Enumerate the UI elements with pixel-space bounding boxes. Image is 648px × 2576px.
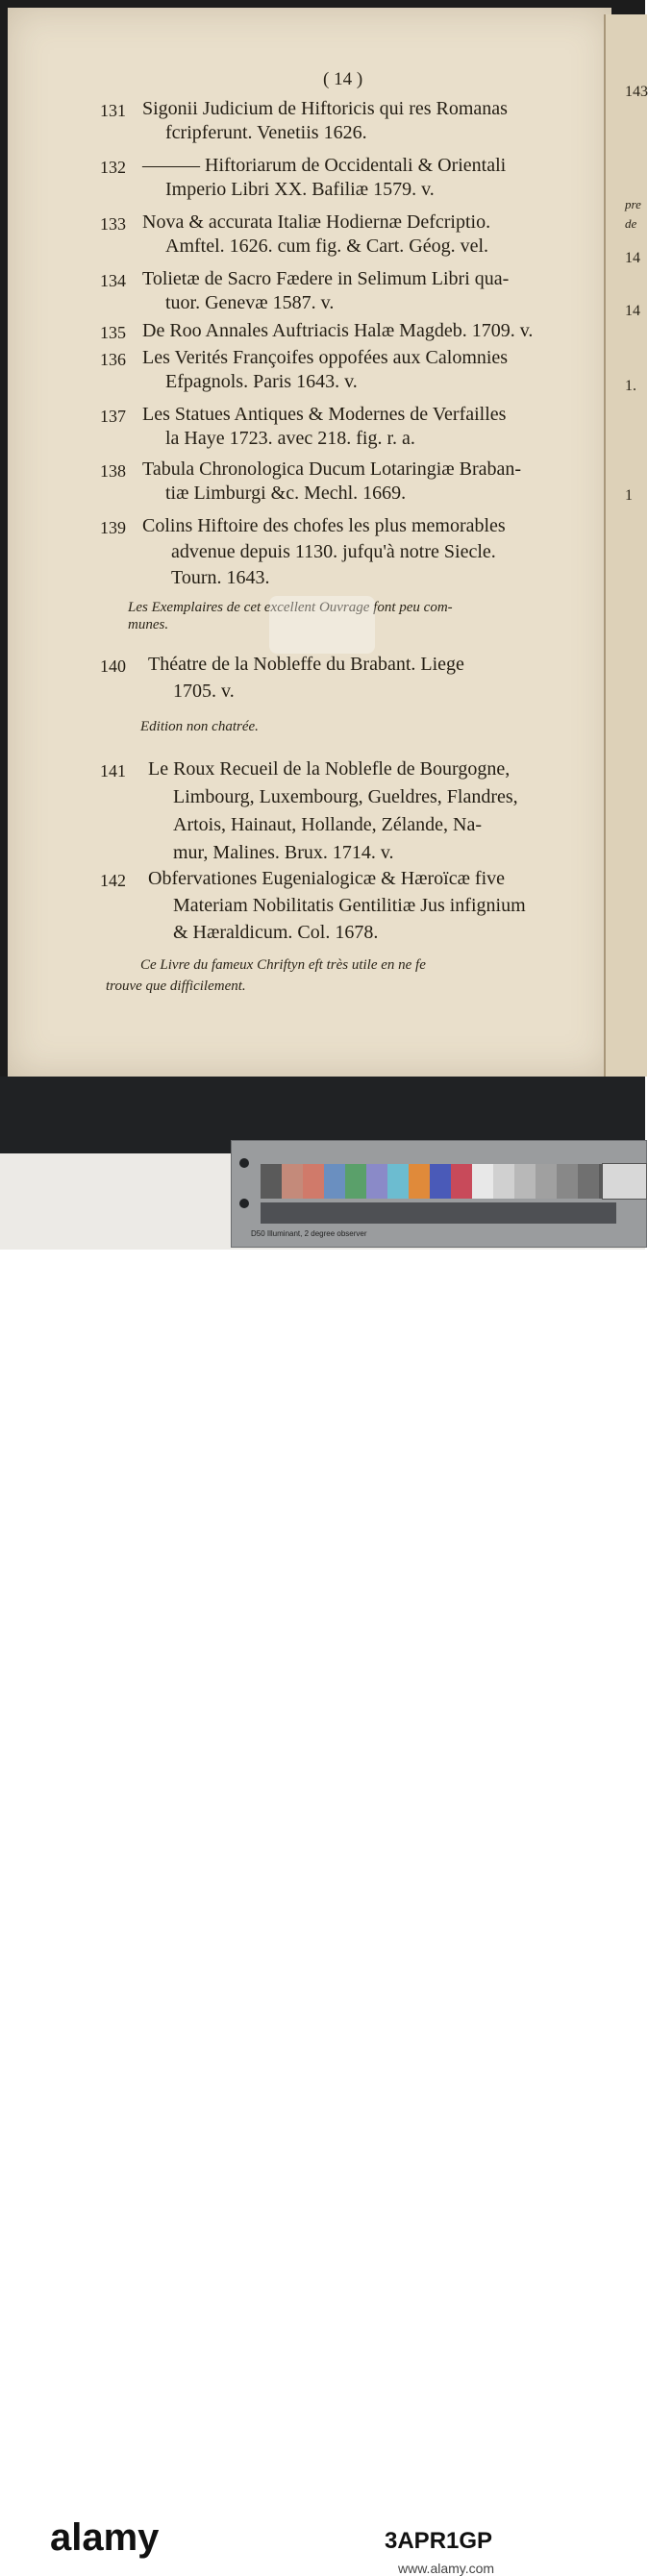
entry-line: Amftel. 1626. cum fig. & Cart. Géog. vel. — [165, 235, 489, 257]
facing-page-fragment: pre — [625, 197, 641, 211]
color-swatch — [578, 1164, 599, 1199]
facing-page-fragment: 14 — [625, 250, 640, 266]
note-line: trouve que difficilement. — [106, 978, 246, 994]
entry-number: 142 — [100, 871, 126, 890]
entry-line: la Haye 1723. avec 218. fig. r. a. — [165, 428, 415, 449]
facing-page-fragment: 1. — [625, 378, 636, 394]
alamy-logo: alamy — [50, 2516, 160, 2559]
entry-line: Les Statues Antiques & Modernes de Verfailles — [142, 404, 507, 425]
facing-page-fragment: 1 — [625, 487, 633, 504]
facing-page — [604, 14, 647, 1077]
entry-line: De Roo Annales Auftriacis Halæ Magdeb. 1709. v. — [142, 320, 534, 341]
entry-line: Imperio Libri XX. Bafiliæ 1579. v. — [165, 179, 435, 200]
color-swatches — [261, 1164, 641, 1199]
color-swatch — [472, 1164, 493, 1199]
color-swatch — [430, 1164, 451, 1199]
color-swatch — [345, 1164, 366, 1199]
color-swatch — [324, 1164, 345, 1199]
entry-line: Nova & accurata Italiæ Hodiernæ Defcriptio. — [142, 211, 491, 233]
entry-line: Les Verités Françoifes oppofées aux Calomnies — [142, 347, 509, 368]
page-number: ( 14 ) — [323, 69, 363, 89]
entry-line: tuor. Genevæ 1587. v. — [165, 292, 335, 313]
color-swatch — [493, 1164, 514, 1199]
note-line: munes. — [128, 617, 169, 632]
card-hole — [239, 1158, 249, 1168]
gray-scale-strip — [261, 1202, 616, 1224]
watermark-footer — [0, 1250, 645, 2576]
color-swatch — [514, 1164, 536, 1199]
entry-line: Tourn. 1643. — [171, 567, 270, 588]
entry-number: 135 — [100, 323, 126, 342]
entry-number: 140 — [100, 656, 126, 676]
color-swatch — [387, 1164, 409, 1199]
scale-target — [602, 1163, 647, 1200]
entry-line: Limbourg, Luxembourg, Gueldres, Flandres, — [173, 786, 518, 807]
color-swatch — [536, 1164, 557, 1199]
entry-line: tiæ Limburgi &c. Mechl. 1669. — [165, 483, 407, 504]
watermark-url: www.alamy.com — [398, 2561, 495, 2576]
entry-line: Sigonii Judicium de Hiftoricis qui res Romanas — [142, 98, 508, 119]
entry-line: Théatre de la Nobleffe du Brabant. Liege — [148, 654, 464, 675]
note-line: Edition non chatrée. — [140, 719, 259, 734]
note-line: Ce Livre du fameux Chriftyn eft très utile en ne fe — [140, 957, 426, 973]
entry-line: 1705. v. — [173, 681, 235, 702]
entry-number: 132 — [100, 158, 126, 177]
entry-line: Obfervationes Eugenialogicæ & Hæroïcæ five — [148, 868, 506, 889]
entry-number: 141 — [100, 761, 126, 780]
entry-line: ——— Hiftoriarum de Occidentali & Orientali — [142, 155, 507, 176]
entry-line: Colins Hiftoire des chofes les plus memorables — [142, 515, 506, 536]
color-swatch — [366, 1164, 387, 1199]
entry-line: Tolietæ de Sacro Fædere in Selimum Libri qua- — [142, 268, 510, 289]
entry-line: Artois, Hainaut, Hollande, Zélande, Na- — [173, 814, 483, 835]
color-swatch — [451, 1164, 472, 1199]
entry-line: Tabula Chronologica Ducum Lotaringiæ Braban- — [142, 458, 522, 480]
note-line: Les Exemplaires de cet excellent Ouvrage font peu com- — [128, 600, 453, 615]
color-swatch — [282, 1164, 303, 1199]
entry-line: Efpagnols. Paris 1643. v. — [165, 371, 358, 392]
entry-number: 133 — [100, 214, 126, 234]
entry-line: fcripferunt. Venetiis 1626. — [165, 122, 367, 143]
entry-line: Materiam Nobilitatis Gentilitiæ Jus infignium — [173, 895, 526, 916]
image-id: 3APR1GP — [385, 2528, 493, 2554]
color-swatch — [303, 1164, 324, 1199]
color-swatch — [557, 1164, 578, 1199]
entry-line: advenue depuis 1130. jufqu'à notre Siecle. — [171, 541, 496, 562]
color-swatch — [261, 1164, 282, 1199]
entry-number: 138 — [100, 461, 126, 481]
color-calibration-card — [231, 1140, 647, 1248]
card-hole — [239, 1199, 249, 1208]
facing-page-fragment: de — [625, 216, 637, 231]
entry-number: 139 — [100, 518, 126, 537]
entry-line: & Hæraldicum. Col. 1678. — [173, 922, 379, 943]
scan-background — [0, 0, 648, 1250]
facing-page-fragment: 143 — [625, 84, 648, 100]
facing-page-fragment: 14 — [625, 303, 640, 319]
color-swatch — [409, 1164, 430, 1199]
entry-number: 137 — [100, 407, 126, 426]
entry-line: mur, Malines. Brux. 1714. v. — [173, 842, 394, 863]
card-label: D50 Illuminant, 2 degree observer — [251, 1229, 367, 1238]
entry-line: Le Roux Recueil de la Noblefle de Bourgogne, — [148, 758, 511, 780]
entry-number: 136 — [100, 350, 126, 369]
watermark-badge — [269, 596, 375, 654]
entry-number: 134 — [100, 271, 126, 290]
entry-number: 131 — [100, 101, 126, 120]
